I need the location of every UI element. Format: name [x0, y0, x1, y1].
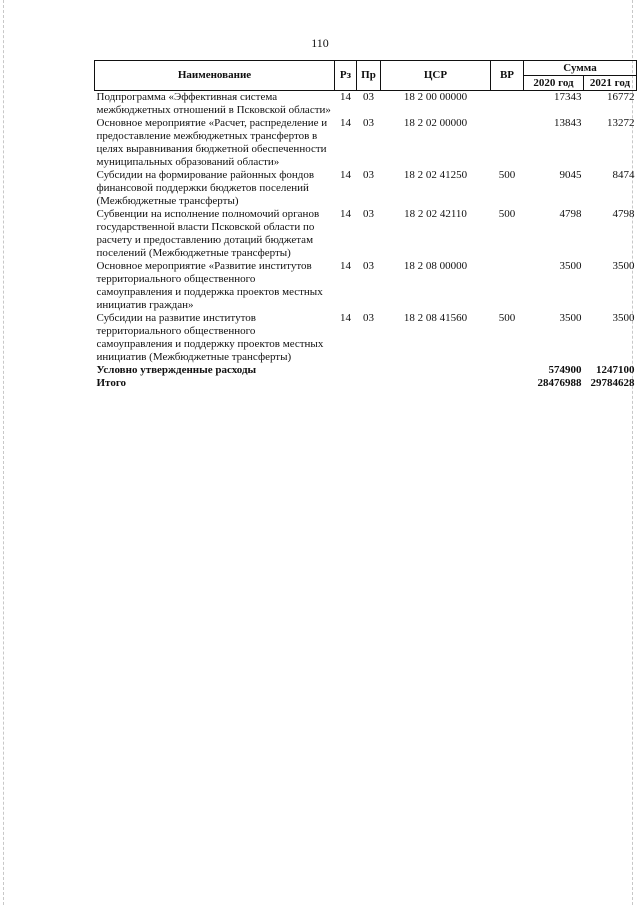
total-amount-2020: 28476988 [537, 377, 582, 389]
row-amount-2020: 13843 [554, 117, 582, 129]
row-name: Субсидии на развитие институтов территориального общественного самоуправления и поддержку проектов местных инициатив (Межбюджетные трансферты) [96, 312, 324, 363]
row-amount-2020: 9045 [559, 169, 582, 181]
table-row [95, 208, 637, 260]
row-csr: 18 2 00 00000 [403, 91, 468, 103]
total-row-conditional [95, 364, 637, 377]
total-name: Условно утвержденные расходы [96, 364, 257, 376]
row-rz: 14 [340, 91, 351, 103]
row-pr: 03 [363, 117, 374, 129]
row-vr: 500 [498, 208, 516, 220]
row-csr: 18 2 08 41560 [403, 312, 468, 324]
row-name: Субвенции на исполнение полномочий органов государственной власти Псковской области по расчету и предоставлению дотаций бюджетам поселений (Межбюджетные трансферты) [96, 208, 320, 259]
total-row-grand [95, 377, 637, 390]
header-csr: ЦСР [381, 61, 491, 91]
row-csr: 18 2 02 42110 [404, 208, 467, 220]
row-name: Основное мероприятие «Развитие институтов территориального общественного самоуправления и поддержка проектов местных инициатив граждан» [96, 260, 323, 311]
row-rz: 14 [340, 117, 351, 129]
table-row [95, 312, 637, 364]
row-vr: 500 [498, 169, 516, 181]
total-amount-2020: 574900 [548, 364, 582, 376]
row-name: Субсидии на формирование районных фондов финансовой поддержки бюджетов поселений (Межбюджетные трансферты) [96, 169, 315, 207]
total-name: Итого [96, 377, 127, 389]
row-pr: 03 [363, 169, 374, 181]
table-row [95, 117, 637, 169]
row-pr: 03 [363, 91, 374, 103]
row-pr: 03 [363, 208, 374, 220]
row-vr: 500 [498, 312, 516, 324]
header-year-2020: 2020 год [524, 76, 584, 91]
total-amount-2021: 1247100 [596, 364, 635, 376]
row-amount-2021: 8474 [612, 169, 635, 181]
row-amount-2021: 13272 [607, 117, 635, 129]
total-amount-2021: 29784628 [590, 377, 635, 389]
row-csr: 18 2 08 00000 [403, 260, 468, 272]
table-body [95, 91, 637, 391]
header-sum: Сумма [524, 61, 637, 76]
row-csr: 18 2 02 00000 [403, 117, 468, 129]
table-row [95, 91, 637, 118]
row-amount-2020: 4798 [559, 208, 582, 220]
row-amount-2021: 3500 [612, 260, 635, 272]
row-amount-2021: 3500 [612, 312, 635, 324]
budget-table [94, 60, 637, 390]
row-name: Основное мероприятие «Расчет, распределение и предоставление межбюджетных трансфертов в целях выравнивания бюджетной обеспеченности муниципальных образований области» [96, 117, 328, 168]
row-vr [491, 260, 524, 312]
row-rz: 14 [340, 312, 351, 324]
row-rz: 14 [340, 208, 351, 220]
row-amount-2021: 4798 [612, 208, 635, 220]
row-amount-2021: 16772 [607, 91, 635, 103]
page-number: 110 [311, 36, 329, 50]
header-pr: Пр [357, 61, 381, 91]
row-name: Подпрограмма «Эффективная система межбюджетных отношений в Псковской области» [96, 91, 331, 116]
row-rz: 14 [340, 260, 351, 272]
table-row [95, 260, 637, 312]
header-vr: ВР [491, 61, 524, 91]
row-pr: 03 [363, 312, 374, 324]
row-amount-2020: 17343 [554, 91, 582, 103]
row-amount-2020: 3500 [559, 260, 582, 272]
row-pr: 03 [363, 260, 374, 272]
header-name: Наименование [95, 61, 335, 91]
header-rz: Рз [335, 61, 357, 91]
header-year-2021: 2021 год [584, 76, 637, 91]
table-row [95, 169, 637, 208]
table-header [95, 61, 637, 91]
row-csr: 18 2 02 41250 [403, 169, 468, 181]
left-scan-edge [3, 0, 4, 905]
row-vr [491, 117, 524, 169]
row-rz: 14 [340, 169, 351, 181]
row-amount-2020: 3500 [559, 312, 582, 324]
row-vr [491, 91, 524, 118]
